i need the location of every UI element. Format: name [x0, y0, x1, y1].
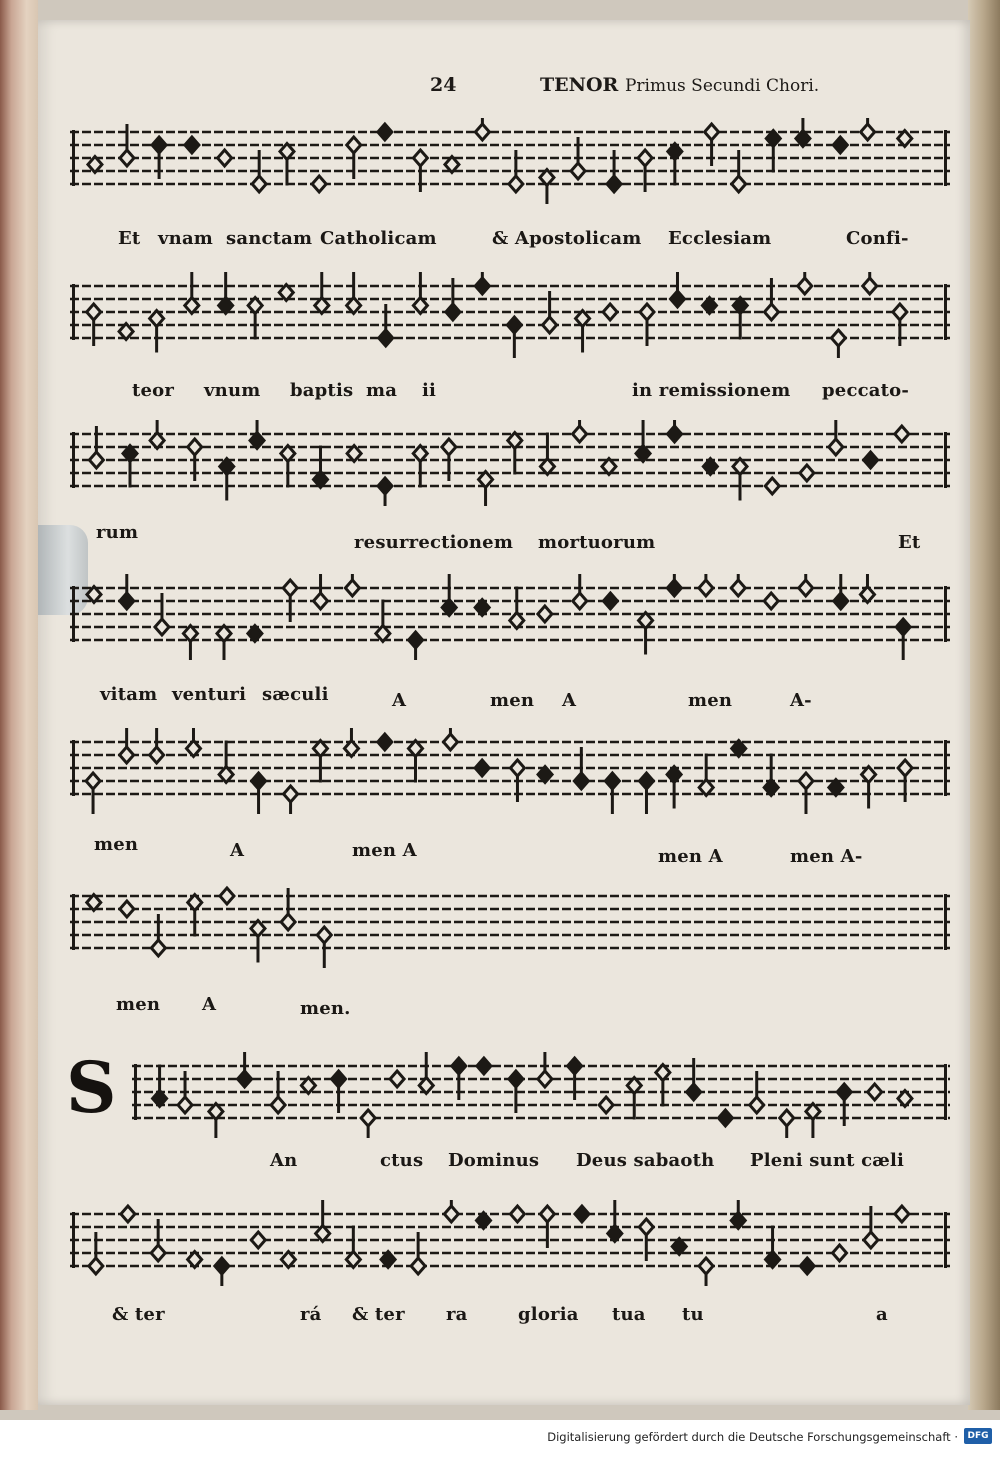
- lyric: A: [392, 690, 407, 711]
- lyric: Pleni sunt cæli: [750, 1150, 905, 1171]
- lyric: ra: [446, 1304, 468, 1325]
- lyric: Deus sabaoth: [576, 1150, 715, 1171]
- lyric: gloria: [518, 1304, 579, 1325]
- decorated-initial: S: [66, 1046, 117, 1129]
- lyric: A-: [790, 690, 812, 711]
- lyric: sanctam: [226, 228, 313, 249]
- lyric: men A-: [790, 846, 863, 867]
- lyric: vitam: [100, 684, 158, 705]
- lyric: A: [562, 690, 577, 711]
- lyric: ii: [422, 380, 437, 401]
- lyric: vnam: [158, 228, 214, 249]
- lyric: men A: [352, 840, 417, 861]
- running-title: [540, 74, 819, 104]
- lyric: Dominus: [448, 1150, 540, 1171]
- lyric: ma: [366, 380, 398, 401]
- lyric: men: [688, 690, 733, 711]
- lyric: Et: [898, 532, 921, 553]
- lyric: venturi: [172, 684, 247, 705]
- staff-6: [70, 882, 950, 968]
- staff-8: [70, 1200, 950, 1286]
- staff-1: [70, 118, 950, 204]
- footer-bar: [0, 1420, 1000, 1458]
- lyric: & Apostolicam: [492, 228, 642, 249]
- lyric: Catholicam: [320, 228, 437, 249]
- lyric: men: [490, 690, 535, 711]
- lyric: peccato-: [822, 380, 910, 401]
- lyric: rum: [96, 522, 139, 543]
- lyric: A: [230, 840, 245, 861]
- lyric: vnum: [204, 380, 261, 401]
- staff-7: [132, 1052, 950, 1138]
- choir-designation: Primus Secundi Chori.: [624, 76, 820, 96]
- lyric: men A: [658, 846, 723, 867]
- voice-part: TENOR: [540, 74, 619, 96]
- dfg-logo: DFG: [964, 1428, 992, 1444]
- lyric: rá: [300, 1304, 322, 1325]
- staff-3: [70, 420, 950, 506]
- lyric: teor: [132, 380, 175, 401]
- lyric: ctus: [380, 1150, 424, 1171]
- lyric: Et: [118, 228, 141, 249]
- lyric: sæculi: [262, 684, 329, 705]
- staff-4: [70, 574, 950, 660]
- lyric: Ecclesiam: [668, 228, 772, 249]
- book-left-edge: [0, 0, 38, 1410]
- lyric: a: [876, 1304, 888, 1325]
- lyric: baptis: [290, 380, 354, 401]
- lyric: resurrectionem: [354, 532, 514, 553]
- lyric: tu: [682, 1304, 704, 1325]
- staff-5: [70, 728, 950, 814]
- lyric: & ter: [112, 1304, 165, 1325]
- lyric: & ter: [352, 1304, 405, 1325]
- lyric: men: [116, 994, 161, 1015]
- lyric: mortuorum: [538, 532, 656, 553]
- lyric: A: [202, 994, 217, 1015]
- lyric: An: [270, 1150, 298, 1171]
- lyric: tua: [612, 1304, 646, 1325]
- staff-2: [70, 272, 950, 358]
- lyric: men: [94, 834, 139, 855]
- funding-notice: Digitalisierung gefördert durch die Deutsche Forschungsgemeinschaft ·: [547, 1430, 958, 1444]
- lyric: men.: [300, 998, 351, 1019]
- page-number: 24: [430, 74, 457, 96]
- book-right-edge: [968, 0, 1000, 1410]
- lyric: Confi-: [846, 228, 909, 249]
- lyric: in remissionem: [632, 380, 791, 401]
